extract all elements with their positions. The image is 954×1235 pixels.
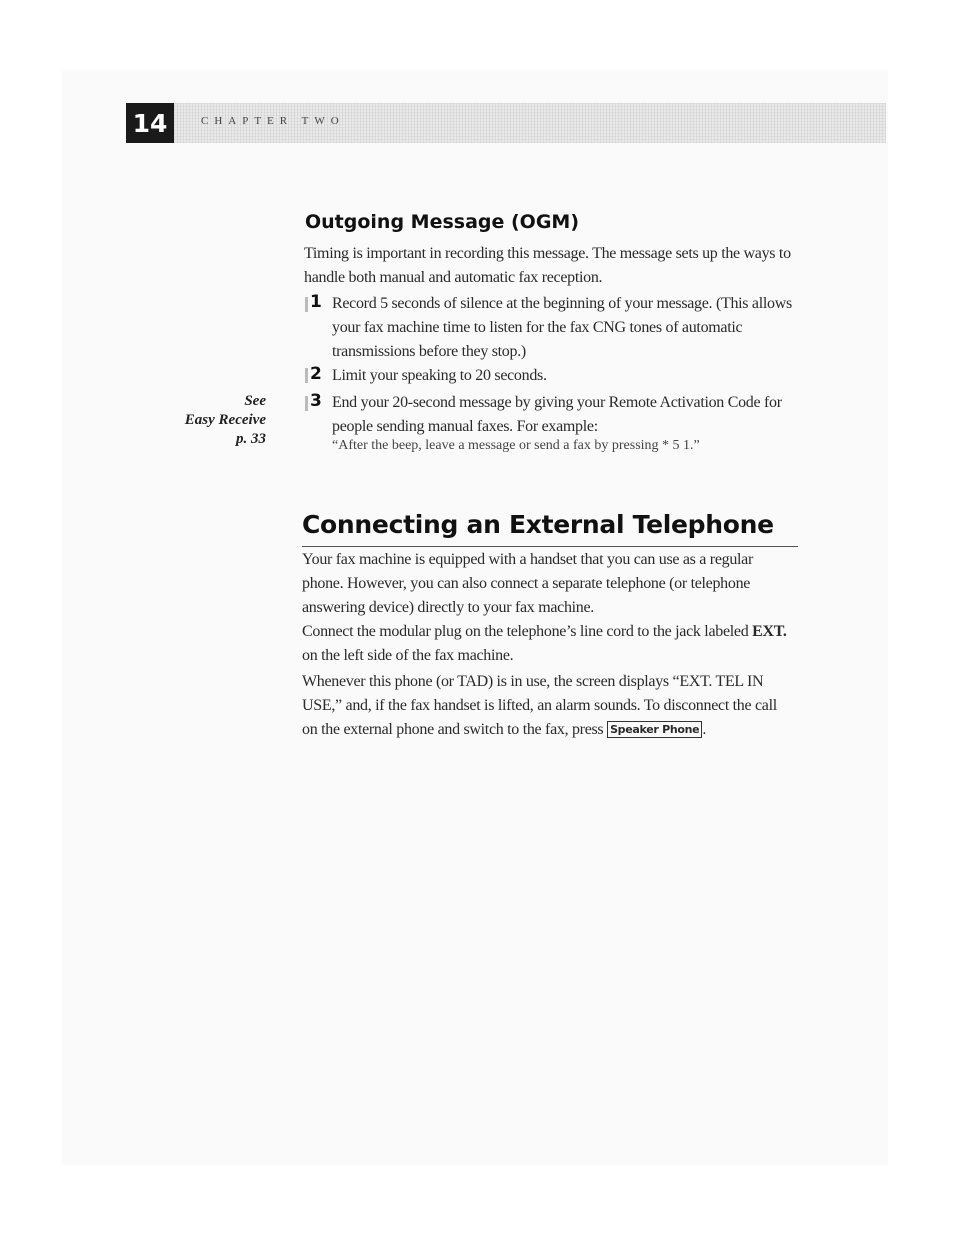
heading-rule	[302, 546, 798, 547]
ogm-intro: Timing is important in recording this message. The message sets up the ways to handle both manual and automatic fax reception.	[304, 245, 791, 286]
ogm-heading: Outgoing Message (OGM)	[305, 211, 580, 233]
external-para-3-end: .	[702, 721, 707, 738]
step-1-marker	[305, 297, 308, 312]
step-3-number: 3	[310, 391, 322, 411]
step-2-marker	[305, 368, 308, 383]
sidebar-see: See	[244, 393, 266, 409]
external-para-1: Your fax machine is equipped with a handset that you can use as a regular phone. However, you can also connect a separate telephone (or telephone answering device) directly to your fax machine.	[302, 551, 754, 616]
step-2-number: 2	[310, 364, 322, 384]
external-para-2	[302, 620, 792, 668]
chapter-label: CHAPTER TWO	[201, 115, 345, 127]
external-para-2-end: on the left side of the fax machine.	[302, 647, 514, 664]
page-number: 14	[126, 103, 174, 143]
external-para-3	[302, 670, 792, 742]
sidebar-topic: Easy Receive	[184, 412, 266, 428]
sidebar-reference	[150, 392, 266, 449]
external-para-3-text: Whenever this phone (or TAD) is in use, the screen displays “EXT. TEL IN USE,” and, if the fax handset is lifted, an alarm sounds. To disconnect the call on the external phone and switch to the fax, press	[302, 673, 777, 738]
step-3-text: End your 20-second message by giving your Remote Activation Code for people sending manual faxes. For example:	[332, 394, 782, 435]
example-message: “After the beep, leave a message or send a fax by pressing * 5 1.”	[332, 438, 700, 453]
step-2-text: Limit your speaking to 20 seconds.	[332, 367, 547, 384]
ext-jack-label: EXT.	[752, 623, 787, 640]
step-1-text: Record 5 seconds of silence at the beginning of your message. (This allows your fax machine time to listen for the fax CNG tones of automatic transmissions before they stop.)	[332, 295, 792, 360]
step-1-number: 1	[310, 292, 322, 312]
step-3-marker	[305, 396, 308, 411]
external-telephone-heading: Connecting an External Telephone	[302, 510, 774, 539]
external-para-2-text: Connect the modular plug on the telephone’s line cord to the jack labeled	[302, 623, 749, 640]
sidebar-page: p. 33	[236, 431, 266, 447]
speaker-phone-key: Speaker Phone	[607, 721, 702, 738]
